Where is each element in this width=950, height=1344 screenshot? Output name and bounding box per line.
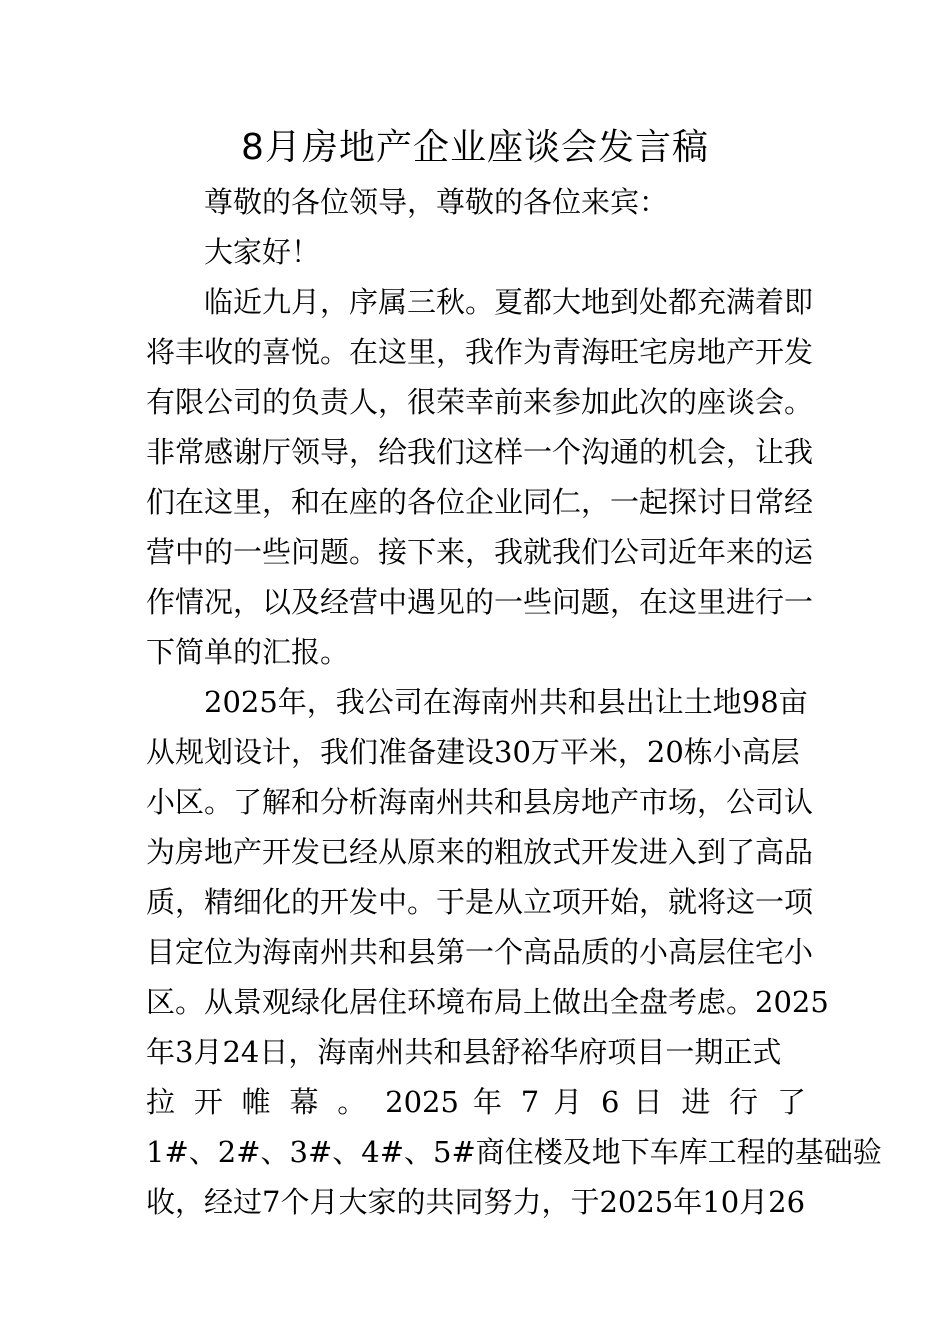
paragraph-2-line-11: 收，经过7个月大家的共同努力，于2025年10月26 (146, 1185, 806, 1219)
paragraph-1-line-3: 有限公司的负责人，很荣幸前来参加此次的座谈会。 (146, 385, 814, 419)
salutation-line: 尊敬的各位领导，尊敬的各位来宾： (204, 185, 669, 219)
document-title: 8月房地产企业座谈会发言稿 (241, 127, 709, 168)
paragraph-2-line-3: 小区。了解和分析海南州共和县房地产市场，公司认 (146, 785, 814, 819)
paragraph-1-line-7: 作情况，以及经营中遇见的一些问题，在这里进行一 (146, 585, 814, 619)
paragraph-2-line-10: 1#、2#、3#、4#、5#商住楼及地下车库工程的基础验 (146, 1135, 882, 1169)
paragraph-1-line-4: 非常感谢厅领导，给我们这样一个沟通的机会，让我 (146, 435, 814, 469)
paragraph-2-line-8: 年3月24日，海南州共和县舒裕华府项目一期正式 (146, 1035, 782, 1069)
paragraph-2-line-1: 2025年，我公司在海南州共和县出让土地98亩 (204, 685, 808, 719)
paragraph-1-line-6: 营中的一些问题。接下来，我就我们公司近年来的运 (146, 535, 814, 569)
paragraph-2-line-5: 质，精细化的开发中。于是从立项开始，就将这一项 (146, 885, 814, 919)
paragraph-2-line-9: 拉 开 帷 幕 。 2025 年 7 月 6 日 进 行 了 (146, 1085, 806, 1119)
paragraph-1-line-1: 临近九月，序属三秋。夏都大地到处都充满着即 (204, 285, 814, 319)
paragraph-2-line-2: 从规划设计，我们准备建设30万平米，20栋小高层 (146, 735, 800, 769)
greeting-line: 大家好！ (204, 235, 321, 269)
paragraph-1-line-8: 下简单的汇报。 (146, 635, 350, 669)
paragraph-1-line-2: 将丰收的喜悦。在这里，我作为青海旺宅房地产开发 (146, 335, 814, 369)
paragraph-1-line-5: 们在这里，和在座的各位企业同仁，一起探讨日常经 (146, 485, 814, 519)
paragraph-2-line-7: 区。从景观绿化居住环境布局上做出全盘考虑。2025 (146, 985, 829, 1019)
paragraph-2-line-4: 为房地产开发已经从原来的粗放式开发进入到了高品 (146, 835, 814, 869)
paragraph-2-line-6: 目定位为海南州共和县第一个高品质的小高层住宅小 (146, 935, 814, 969)
